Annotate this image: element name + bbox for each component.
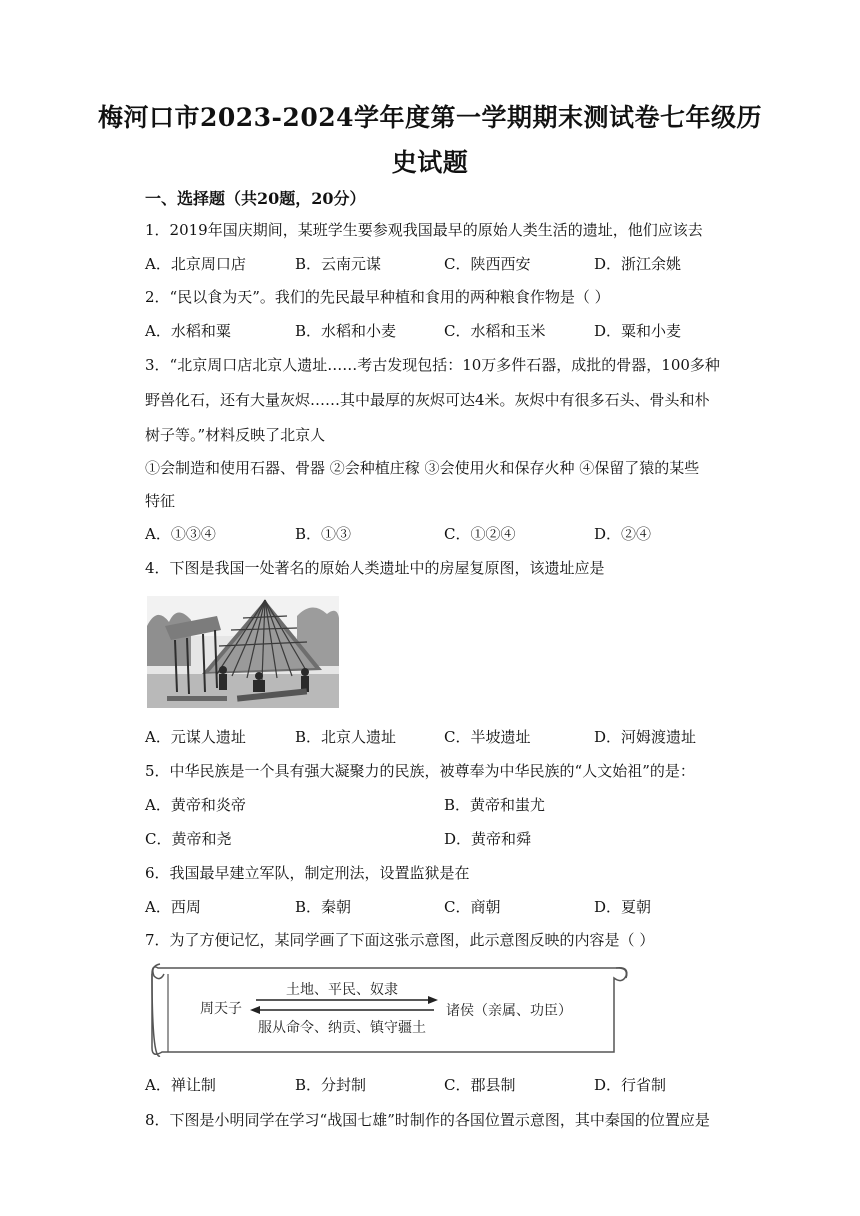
q4-option-b: B．北京人遗址 (295, 728, 397, 746)
q3-option-c: C．①②④ (444, 525, 516, 543)
scroll-top-label: 土地、平民、奴隶 (286, 982, 398, 998)
q1-option-a: A．北京周口店 (145, 255, 246, 273)
q2-option-c: C．水稻和玉米 (444, 322, 546, 340)
page-title-continued: 史试题 (391, 148, 469, 177)
q7-option-d: D．行省制 (594, 1076, 667, 1094)
section-heading: 一、选择题（共20题，20分） (145, 189, 366, 208)
house-reconstruction-photo (147, 596, 339, 708)
q7-option-a: A．禅让制 (145, 1076, 216, 1094)
question-3-stem-line-3: 树子等。”材料反映了北京人 (145, 426, 326, 444)
question-7-stem: 7．为了方便记忆，某同学画了下面这张示意图，此示意图反映的内容是（ ） (145, 931, 655, 949)
scroll-bottom-label: 服从命令、纳贡、镇守疆土 (258, 1020, 426, 1036)
q3-option-a: A．①③④ (145, 525, 216, 543)
q1-option-b: B．云南元谋 (295, 255, 382, 273)
q6-option-a: A．西周 (145, 898, 201, 916)
q5-option-d: D．黄帝和舜 (444, 830, 532, 848)
question-8-stem: 8．下图是小明同学在学习“战国七雄”时制作的各国位置示意图，其中秦国的位置应是 (145, 1111, 710, 1129)
question-1-stem: 1．2019年国庆期间，某班学生要参观我国最早的原始人类生活的遗址，他们应该去 (145, 221, 703, 239)
q4-option-c: C．半坡遗址 (444, 728, 531, 746)
question-6-stem: 6．我国最早建立军队，制定刑法，设置监狱是在 (145, 864, 470, 882)
q4-option-d: D．河姆渡遗址 (594, 728, 697, 746)
question-3-items-line-1: ①会制造和使用石器、骨器 ②会种植庄稼 ③会使用火和保存火种 ④保留了猿的某些 (145, 459, 700, 477)
question-3-stem-line-1: 3．“北京周口店北京人遗址……考古发现包括：10万多件石器，成批的骨器，100多种 (145, 356, 720, 374)
q7-option-b: B．分封制 (295, 1076, 367, 1094)
question-4-stem: 4．下图是我国一处著名的原始人类遗址中的房屋复原图，该遗址应是 (145, 559, 605, 577)
q3-option-b: B．①③ (295, 525, 352, 543)
enfeoffment-scroll-diagram (148, 960, 630, 1062)
q2-option-b: B．水稻和小麦 (295, 322, 397, 340)
q6-option-d: D．夏朝 (594, 898, 652, 916)
scroll-left-label: 周天子 (200, 1001, 242, 1017)
q7-option-c: C．郡县制 (444, 1076, 516, 1094)
question-5-stem: 5．中华民族是一个具有强大凝聚力的民族，被尊奉为中华民族的“人文始祖”的是： (145, 762, 695, 780)
q2-option-a: A．水稻和粟 (145, 322, 231, 340)
q6-option-c: C．商朝 (444, 898, 501, 916)
q1-option-c: C．陕西西安 (444, 255, 531, 273)
question-3-stem-line-2: 野兽化石，还有大量灰烬……其中最厚的灰烬可达4米。灰烬中有很多石头、骨头和朴 (145, 391, 710, 409)
question-2-stem: 2．“民以食为天”。我们的先民最早种植和食用的两种粮食作物是（ ） (145, 288, 610, 306)
q5-option-a: A．黄帝和炎帝 (145, 796, 246, 814)
page-title: 梅河口市2023-2024学年度第一学期期末测试卷七年级历 (97, 103, 763, 132)
q5-option-c: C．黄帝和尧 (145, 830, 232, 848)
scroll-right-label: 诸侯（亲属、功臣） (446, 1003, 572, 1019)
q2-option-d: D．粟和小麦 (594, 322, 682, 340)
question-3-items-line-2: 特征 (145, 492, 176, 510)
q6-option-b: B．秦朝 (295, 898, 352, 916)
q5-option-b: B．黄帝和蚩尤 (444, 796, 546, 814)
q1-option-d: D．浙江余姚 (594, 255, 682, 273)
q3-option-d: D．②④ (594, 525, 652, 543)
q4-option-a: A．元谋人遗址 (145, 728, 246, 746)
